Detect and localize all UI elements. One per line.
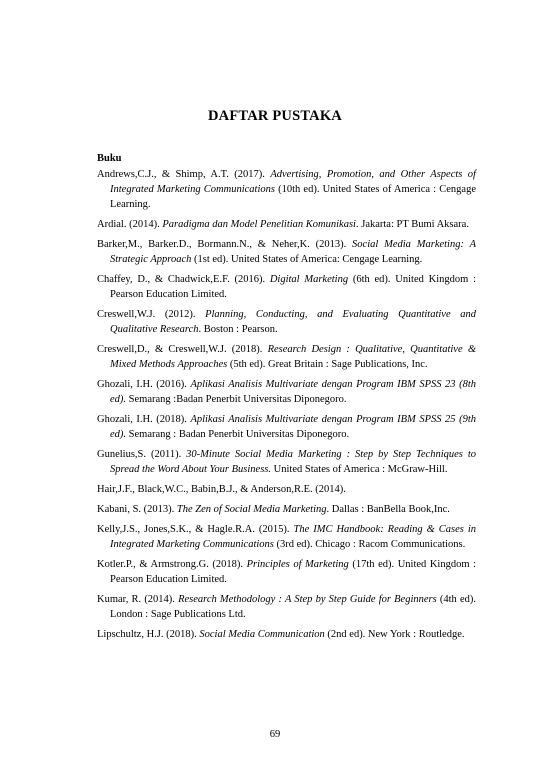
reference-publication: . Dallas : BanBella Book,Inc. <box>326 503 450 515</box>
reference-entry <box>97 237 476 267</box>
reference-authors: Lipschultz, H.J. (2018). <box>97 628 200 640</box>
reference-entry <box>97 272 476 302</box>
reference-work-title: The Zen of Social Media Marketing <box>176 503 327 515</box>
reference-entry <box>97 502 476 517</box>
reference-authors: Chaffey, D., & Chadwick,E.F. (2016). <box>97 274 270 285</box>
reference-work-title: Aplikasi Analisis Multivariate dengan Program IBM SPSS 23 (8th ed). <box>110 379 476 406</box>
reference-authors: Ardial. (2014). <box>97 219 163 231</box>
reference-entry <box>97 342 476 372</box>
page-number: 69 <box>269 729 281 740</box>
reference-work-title: Social Media Marketing: A Strategic Approach <box>110 239 477 266</box>
reference-entry <box>97 167 476 213</box>
reference-publication: (4th ed). London : Sage Publications Ltd. <box>110 593 476 620</box>
reference-entry <box>97 557 476 587</box>
reference-work-title: Principles of Marketing <box>246 558 349 570</box>
reference-authors: Andrews,C.J., & Shimp, A.T. (2017). <box>97 169 271 180</box>
reference-authors: Creswell,W.J. (2012). <box>97 309 206 320</box>
reference-work-title: Social Media Communication <box>199 628 325 640</box>
reference-authors: Kumar, R. (2014). <box>97 593 179 605</box>
section-heading: Buku <box>97 153 122 164</box>
reference-work-title: Paradigma dan Model Penelitian Komunikasi <box>162 219 356 231</box>
reference-entry <box>97 522 476 552</box>
reference-list <box>97 167 476 646</box>
reference-publication: . Boston : Pearson. <box>198 324 278 336</box>
reference-work-title: The IMC Handbook: Reading & Cases in Integrated Marketing Communications <box>110 523 476 550</box>
reference-authors: Barker,M., Barker.D., Bormann.N., & Neher,K. (2013). <box>97 239 353 250</box>
reference-publication: Semarang :Badan Penerbit Universitas Diponegoro. <box>126 394 347 406</box>
reference-entry <box>97 377 476 407</box>
reference-publication: . Jakarta: PT Bumi Aksara. <box>355 219 469 231</box>
reference-publication: (17th ed). United Kingdom : Pearson Education Limited. <box>110 558 476 585</box>
reference-publication: United States of America : McGraw-Hill. <box>271 464 448 476</box>
page-title: DAFTAR PUSTAKA <box>208 108 342 124</box>
reference-authors: Creswell,D., & Creswell,W.J. (2018). <box>97 344 268 355</box>
reference-publication: (1st ed). United States of America: Cengage Learning. <box>191 254 423 266</box>
reference-publication: (10th ed). United States of America : Cengage Learning. <box>110 184 476 211</box>
reference-work-title: Research Methodology : A Step by Step Guide for Beginners <box>178 593 437 605</box>
reference-entry <box>97 447 476 477</box>
reference-authors: Ghozali, I.H. (2018). <box>97 414 191 425</box>
reference-work-title: Planning, Conducting, and Evaluating Quantitative and Qualitative Research <box>110 309 476 336</box>
reference-authors: Ghozali, I.H. (2016). <box>97 379 191 390</box>
reference-publication: Semarang : Badan Penerbit Universitas Diponegoro. <box>126 429 350 441</box>
reference-publication: (2nd ed). New York : Routledge. <box>324 628 465 640</box>
reference-entry <box>97 592 476 622</box>
reference-work-title: Digital Marketing <box>269 274 349 285</box>
reference-entry <box>97 217 476 232</box>
reference-entry <box>97 627 476 642</box>
reference-authors: Kabani, S. (2013). <box>97 503 177 515</box>
reference-authors: Gunelius,S. (2011). <box>97 449 187 460</box>
reference-work-title: Research Design : Qualitative, Quantitative & Mixed Methods Approaches <box>110 344 476 371</box>
reference-publication: (3rd ed). Chicago : Racom Communications. <box>273 538 466 550</box>
reference-authors: Hair,J.F., Black,W.C., Babin,B.J., & Anderson,R.E. (2014). <box>97 484 346 495</box>
reference-publication: (5th ed). Great Britain : Sage Publications, Inc. <box>227 359 428 371</box>
reference-entry <box>97 307 476 337</box>
reference-work-title: Advertising, Promotion, and Other Aspects of Integrated Marketing Communications <box>110 169 476 196</box>
reference-authors: Kotler.P., & Armstrong.G. (2018). <box>97 558 247 570</box>
reference-entry <box>97 412 476 442</box>
reference-authors: Kelly,J.S., Jones,S.K., & Hagle.R.A. (2015). <box>97 523 294 535</box>
reference-work-title: 30-Minute Social Media Marketing : Step by Step Techniques to Spread the Word About Your Business. <box>110 449 477 476</box>
reference-work-title: Aplikasi Analisis Multivariate dengan Program IBM SPSS 25 (9th ed). <box>110 414 476 441</box>
reference-publication: (6th ed). United Kingdom : Pearson Education Limited. <box>110 274 476 301</box>
reference-entry <box>97 482 476 497</box>
